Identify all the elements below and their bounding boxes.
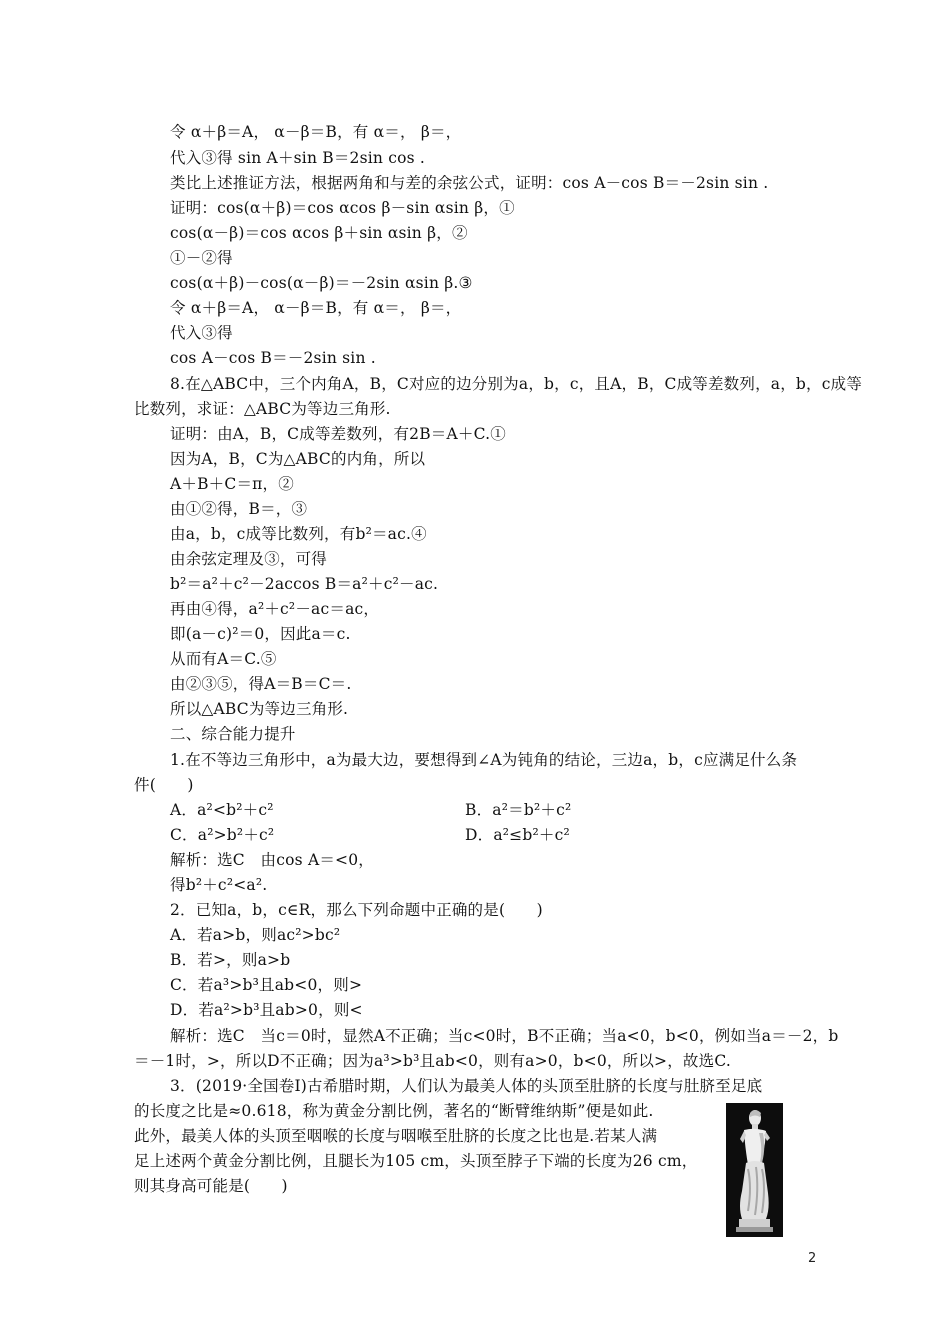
option-a: A．a²<b²＋c² (170, 801, 274, 819)
text-line: 代入③得 (170, 324, 233, 342)
text-line: 因为A，B，C为△ABC的内角，所以 (170, 450, 426, 468)
text-line: 由①②得，B＝，③ (170, 500, 308, 518)
text-line: 所以△ABC为等边三角形. (170, 700, 349, 718)
text-line: 再由④得，a²＋c²－ac＝ac， (170, 600, 380, 618)
text-line: 足上述两个黄金分割比例，且腿长为105 cm，头顶至脖子下端的长度为26 cm， (134, 1152, 698, 1170)
option-b: B．a²＝b²＋c² (465, 801, 572, 819)
problem-3-heading: 3．(2019·全国卷Ⅰ)古希腊时期，人们认为最美人体的头顶至肚脐的长度与肚脐至足底 (170, 1077, 763, 1095)
option-a: A．若a>b，则ac²>bc² (170, 926, 341, 944)
text-line: 的长度之比是≈0.618，称为黄金分割比例，著名的“断臂维纳斯”便是如此. (134, 1102, 654, 1120)
text-line: b²＝a²＋c²－2accos B＝a²＋c²－ac. (170, 575, 439, 593)
text-line: 解析：选C 当c＝0时，显然A不正确；当c<0时，B不正确；当a<0，b<0，例如当a＝－2，b (170, 1027, 839, 1045)
text-line: cos(α＋β)－cos(α－β)＝－2sin αsin β.③ (170, 274, 473, 292)
text-line: 此外，最美人体的头顶至咽喉的长度与咽喉至肚脐的长度之比也是.若某人满 (134, 1127, 658, 1145)
text-line: cos(α－β)＝cos αcos β＋sin αsin β，② (170, 224, 468, 242)
problem-1-heading: 1.在不等边三角形中，a为最大边，要想得到∠A为钝角的结论，三边a，b，c应满足什么条 (170, 751, 798, 769)
page-number: 2 (808, 1251, 817, 1266)
text-line: 代入③得 sin A＋sin B＝2sin cos . (170, 149, 426, 167)
text-line: 得b²＋c²<a². (170, 876, 268, 894)
text-line: ①－②得 (170, 249, 233, 267)
text-line: 令 α＋β＝A， α－β＝B，有 α＝， β＝， (170, 123, 462, 141)
text-line: 则其身高可能是( ) (134, 1177, 288, 1195)
text-line: 证明：cos(α＋β)＝cos αcos β－sin αsin β，① (170, 199, 515, 217)
text-line: 即(a－c)²＝0，因此a＝c. (170, 625, 351, 643)
option-b: B．若>，则a>b (170, 951, 291, 969)
option-c: C．a²>b²＋c² (170, 826, 275, 844)
text-line: 从而有A＝C.⑤ (170, 650, 277, 668)
option-d: D．若a²>b³且ab>0，则< (170, 1001, 363, 1019)
venus-statue-image (726, 1103, 783, 1237)
text-line: 由a，b，c成等比数列，有b²＝ac.④ (170, 525, 427, 543)
text-line: A＋B＋C＝π，② (170, 475, 294, 493)
text-line: cos A－cos B＝－2sin sin . (170, 349, 376, 367)
text-line: 证明：由A，B，C成等差数列，有2B＝A＋C.① (170, 425, 506, 443)
text-line: 由余弦定理及③，可得 (170, 550, 328, 568)
text-line: ＝－1时，>，所以D不正确；因为a³>b³且ab<0，则有a>0，b<0，所以>，故选C. (134, 1052, 731, 1070)
problem-2-heading: 2．已知a，b，c∈R，那么下列命题中正确的是( ) (170, 901, 543, 919)
text-line: 令 α＋β＝A， α－β＝B，有 α＝， β＝， (170, 299, 462, 317)
text-line: 比数列，求证：△ABC为等边三角形. (134, 400, 391, 418)
text-line: 件( ) (134, 776, 194, 794)
problem-8-heading: 8.在△ABC中，三个内角A，B，C对应的边分别为a，b，c，且A，B，C成等差数列，a，b，c成等 (170, 375, 863, 393)
text-line: 由②③⑤，得A＝B＝C＝. (170, 675, 352, 693)
option-c: C．若a³>b³且ab<0，则> (170, 976, 363, 994)
text-line: 解析：选C 由cos A＝<0， (170, 851, 374, 869)
option-d: D．a²≤b²＋c² (465, 826, 570, 844)
section-heading: 二、综合能力提升 (170, 725, 296, 743)
text-line: 类比上述推证方法，根据两角和与差的余弦公式，证明：cos A－cos B＝－2sin sin . (170, 174, 769, 192)
